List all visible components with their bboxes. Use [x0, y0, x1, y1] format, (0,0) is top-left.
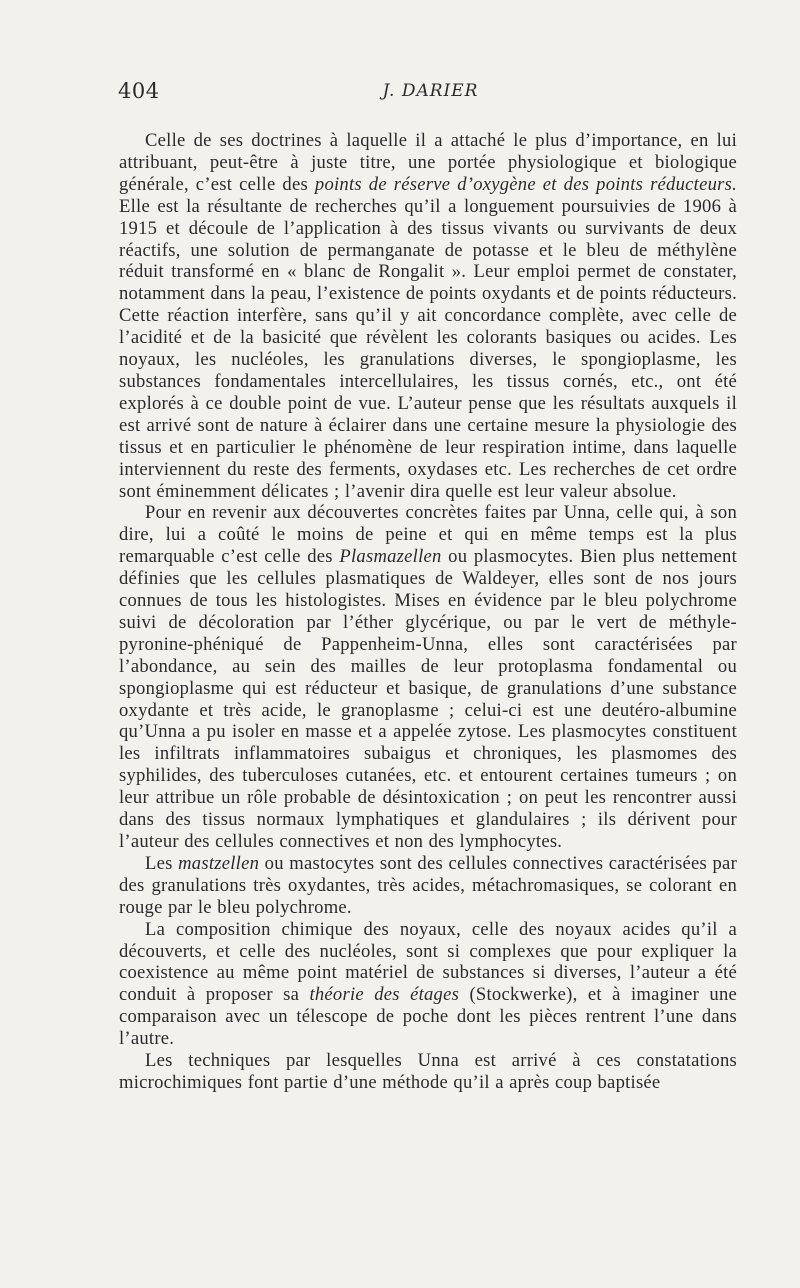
text-run: Elle est la résultante de recherches qu’il a longuement poursuivies de 1906 à 1915 et découle de l’application à des tissus vivants ou survivants de deux réactifs, une solution de permanganate de potasse et le bleu de méthylène réduit transformé en « blanc de Rongalit ». Leur emploi permet de constater, notamment dans la peau, l’existence de points oxydants et de points réducteurs. Cette réaction interfère, sans qu’il y ait concordance complète, avec celle de l’acidité et de la basicité que révèlent les colorants basiques ou acides. Les noyaux, les nucléoles, les granulations diverses, le spongioplasme, les substances fondamentales intercellulaires, les tissus cornés, etc., ont été explorés à ce double point de vue. L’auteur pense que les résultats auxquels il est arrivé sont de nature à éclairer dans une certaine mesure la physiologie des tissus et en particulier le phénomène de leur respiration intime, dans laquelle interviennent du reste des ferments, oxydases etc. Les recherches de cet ordre sont éminemment délicates ; l’avenir dira quelle est leur valeur absolue.: [119, 195, 737, 502]
paragraph: [119, 502, 737, 853]
paragraph: [119, 1050, 737, 1094]
text-run: Les: [145, 852, 179, 874]
paragraph: [119, 853, 737, 919]
italic-run: mastzellen: [178, 852, 260, 874]
paragraph: [119, 919, 737, 1050]
text-run: Celle de ses doctrines à laquelle il a attaché le plus d’importance, en lui attribuant, peut-être à juste titre, une portée physiologique et biologique générale, c’est celle des: [119, 130, 737, 195]
italic-run: théorie des étages: [309, 984, 460, 1006]
paragraph: [119, 130, 737, 502]
text-run: La composition chimique des noyaux, celle des noyaux acides qu’il a découverts, et celle des nucléoles, sont si complexes que pour expliquer la coexistence au même point matériel de substances si diverses, l’auteur a été conduit à proposer sa: [119, 918, 737, 1006]
italic-run: Plasmazellen: [339, 546, 442, 568]
text-run: ou plasmocytes. Bien plus nettement définies que les cellules plasmatiques de Waldeyer, elles sont de nos jours connues de tous les histologistes. Mises en évidence par le bleu polychrome suivi de décoloration par l’éther glycérique, ou par le vert de méthyle-pyronine-phéniqué de Pappenheim-Unna, elles sont caractérisées par l’abondance, au sein des mailles de leur protoplasma fondamental ou spongioplasme qui est réducteur et basique, de granulations d’une substance oxydante et très acide, le granoplasme ; celui-ci est une deutéro-albumine qu’Unna a pu isoler en masse et a appelée zytose. Les plasmocytes constituent les infiltrats inflammatoires subaigus et chroniques, les plasmomes des syphilides, des tuberculoses cutanées, etc. et entourent certaines tumeurs ; on leur attribue un rôle probable de désintoxication ; on peut les rencontrer aussi dans des tissus normaux lymphatiques et glandulaires ; ils dérivent pour l’auteur des cellules connectives et non des lymphocytes.: [119, 546, 738, 852]
text-run: Les techniques par lesquelles Unna est arrivé à ces constatations microchimiques font partie d’une méthode qu’il a après coup baptisée: [119, 1050, 737, 1093]
page-number: 404: [118, 79, 160, 103]
italic-run: points de réserve d’oxygène et des points réducteurs.: [314, 173, 737, 195]
text-run: (Stockwerke), et à imaginer une comparaison avec un télescope de poche dont les pièces rentrent l’une dans l’autre.: [119, 984, 737, 1050]
text-run: Pour en revenir aux découvertes concrètes faites par Unna, celle qui, à son dire, lui a coûté le moins de peine et qui en même temps est la plus remarquable c’est celle des: [119, 502, 737, 568]
page-header: [118, 78, 738, 104]
text-run: ou mastocytes sont des cellules connectives caractérisées par des granulations très oxydantes, très acides, métachromasiques, se colorant en rouge par le bleu polychrome.: [119, 852, 738, 918]
body-text: [119, 130, 737, 1094]
running-head: J. DARIER: [382, 81, 479, 101]
